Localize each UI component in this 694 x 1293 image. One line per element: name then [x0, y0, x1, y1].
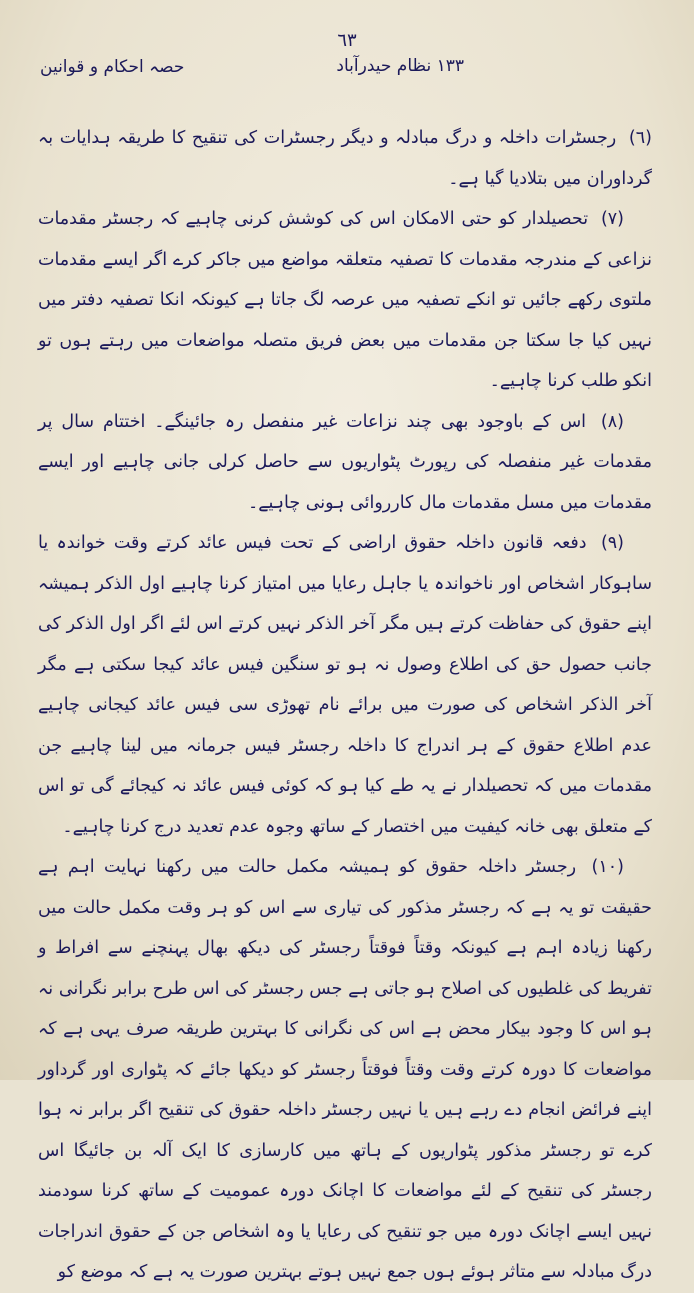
page-number: ٦٣ [337, 30, 357, 51]
header-section: حصہ احکام و قوانین [40, 57, 185, 77]
paragraph-number: (١٠) [591, 857, 624, 877]
paragraph-9 [38, 523, 652, 847]
paragraph-text: دفعہ قانون داخلہ حقوق اراضی کے تحت فیس عائد کرتے وقت خواندہ یا ساہوکار اشخاص اور ناخواندہ یا جاہل رعایا میں امتیاز کرنا چاہیے اول الذکر ہمیشہ اپنے حقوق کی حفاظت کرتے ہیں مگر آخر الذکر نہیں کرتے اس لئے اگر اول الذکر کی جانب حصول حق کی اطلاع وصول نہ ہو تو سنگین فیس عائد کیجا سکتی ہے مگر آخر الذکر اشخاص کی صورت میں برائے نام تھوڑی سی فیس عائد کیجانی چاہیے عدم اطلاع حقوق کے ہر اندراج کا داخلہ رجسٹر فیس جرمانہ میں لینا چاہیے جن مقدمات میں کہ تحصیلدار نے یہ طے کیا ہو کہ کوئی فیس عائد نہ کیجائے گی تو اس کے متعلق بھی خانہ کیفیت میں اختصار کے ساتھ وجوہ عدم تعدید درج کرنا چاہیے۔ [38, 533, 652, 837]
document-body [38, 118, 652, 1293]
header-title: ١٣٣ نظام حیدرآباد [336, 56, 464, 76]
paragraph-10 [38, 847, 652, 1293]
running-header [40, 56, 654, 77]
paragraph-text: اس کے باوجود بھی چند نزاعات غیر منفصل رہ جائینگے۔ اختتام سال پر مقدمات غیر منفصلہ کی رپورٹ پٹواریوں سے حاصل کرلی جانی چاہیے اور ایسے مقدمات میں مسل مقدمات مال کارروائی ہونی چاہیے۔ [38, 411, 652, 513]
paragraph-text: رجسٹر داخلہ حقوق کو ہمیشہ مکمل حالت میں رکھنا نہایت اہم ہے حقیقت تو یہ ہے کہ رجسٹر مذکور کی تیاری سے اس کو ہر وقت مکمل حالت میں رکھنا زیادہ اہم ہے کیونکہ وقتاً فوقتاً رجسٹر کی دیکھ بھال پہنچنے سے افراط و تفریط کی غلطیوں کی اصلاح ہو جاتی ہے جس رجسٹر کی اس طرح برابر نگرانی نہ ہو اس کا وجود بیکار محض ہے اس کی نگرانی کا بہترین طریقہ صرف یہی ہے کہ مواضعات کا دورہ کرتے وقت وقتاً فوقتاً رجسٹر کو دیکھا جائے کہ پٹواری اور گرداور اپنے فرائض انجام دے رہے ہیں یا نہیں رجسٹر داخلہ حقوق کی تنقیح اگر برابر نہ ہوا کرے تو رجسٹر مذکور پٹواریوں کے ہاتھ میں کارسازی کا ایک آلہ بن جائیگا اس رجسٹر کی تنقیح کے لئے مواضعات کا اچانک دورہ عمومیت کے ساتھ کرنا سودمند نہیں ایسے اچانک دورہ میں جو تنقیح کی رعایا یا وہ اشخاص جن کے حقوق اندراجات درگ مبادلہ سے متاثر ہوئے ہوں جمع نہیں ہوتے بہترین صورت یہ ہے کہ موضع کو [38, 857, 652, 1282]
paragraph-text: رجسٹرات داخلہ و درگ مبادلہ و دیگر رجسٹرات کی تنقیح کا طریقہ ہدایات بہ گرداوران میں بتلادیا گیا ہے۔ [38, 128, 652, 189]
paragraph-text: تحصیلدار کو حتی الامکان اس کی کوشش کرنی چاہیے کہ رجسٹر مقدمات نزاعی کے مندرجہ مقدمات کا تصفیہ متعلقہ مواضع میں جاکر کرے اگر ایسے مقدمات ملتوی رکھے جائیں تو انکے تصفیہ میں عرصہ لگ جاتا ہے کیونکہ انکا تصفیہ دفتر میں نہیں کیا جا سکتا جن مقدمات میں بعض فریق متصلہ مواضعات میں رہتے ہوں تو انکو طلب کرنا چاہیے۔ [38, 209, 652, 391]
paragraph-7 [38, 199, 652, 402]
paragraph-8 [38, 402, 652, 524]
paragraph-number: (٧) [600, 209, 624, 229]
paragraph-6 [38, 118, 652, 199]
paragraph-number: (٨) [600, 411, 624, 432]
paragraph-number: (٩) [600, 533, 624, 553]
paragraph-number: (٦) [628, 128, 652, 148]
